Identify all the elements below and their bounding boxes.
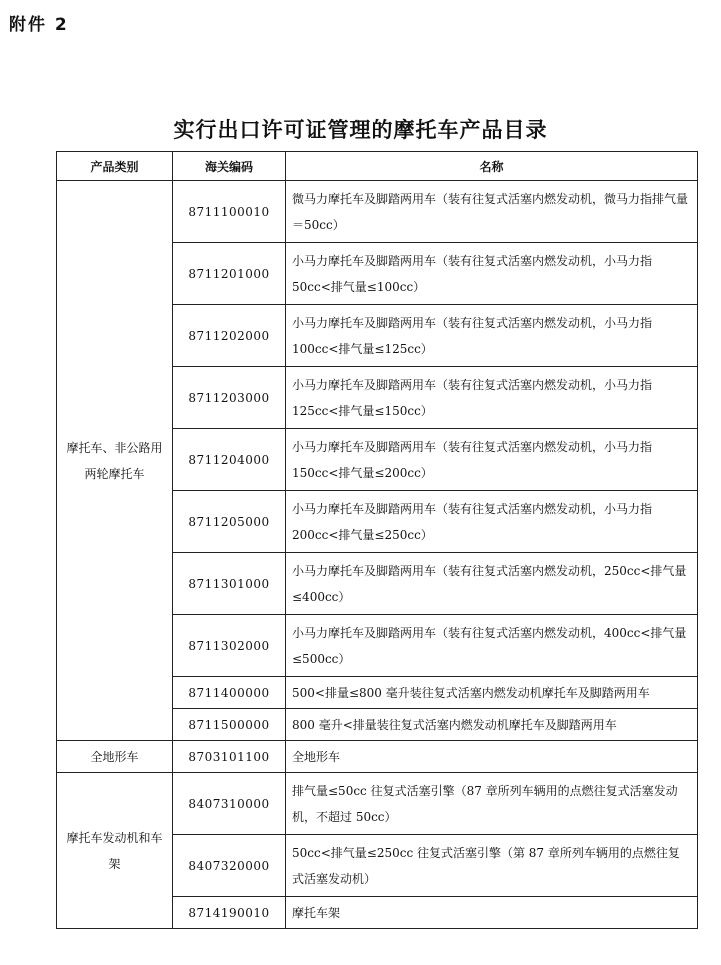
product-name-cell: 小马力摩托车及脚踏两用车（装有往复式活塞内燃发动机，小马力指 50cc<排气量≤100cc） bbox=[286, 243, 698, 305]
product-name-cell: 小马力摩托车及脚踏两用车（装有往复式活塞内燃发动机，小马力指 200cc<排气量≤250cc） bbox=[286, 491, 698, 553]
product-name-cell: 排气量≤50cc 往复式活塞引擎（87 章所列车辆用的点燃往复式活塞发动机，不超过 50cc） bbox=[286, 773, 698, 835]
hs-code-cell: 8711100010 bbox=[173, 181, 286, 243]
table-header-row bbox=[57, 152, 698, 181]
document-title: 实行出口许可证管理的摩托车产品目录 bbox=[173, 118, 548, 142]
hs-code-cell: 8703101100 bbox=[173, 741, 286, 773]
hs-code-cell: 8711500000 bbox=[173, 709, 286, 741]
hs-code-cell: 8711203000 bbox=[173, 367, 286, 429]
hs-code-cell: 8407310000 bbox=[173, 773, 286, 835]
hs-code-cell: 8714190010 bbox=[173, 897, 286, 929]
hs-code-cell: 8711201000 bbox=[173, 243, 286, 305]
column-header-name: 名称 bbox=[286, 152, 698, 181]
product-name-cell: 小马力摩托车及脚踏两用车（装有往复式活塞内燃发动机，小马力指 150cc<排气量≤200cc） bbox=[286, 429, 698, 491]
product-name-cell: 800 毫升<排量装往复式活塞内燃发动机摩托车及脚踏两用车 bbox=[286, 709, 698, 741]
hs-code-cell: 8407320000 bbox=[173, 835, 286, 897]
product-name-cell: 微马力摩托车及脚踏两用车（装有往复式活塞内燃发动机，微马力指排气量＝50cc） bbox=[286, 181, 698, 243]
product-name-cell: 小马力摩托车及脚踏两用车（装有往复式活塞内燃发动机，小马力指 100cc<排气量≤125cc） bbox=[286, 305, 698, 367]
column-header-category: 产品类别 bbox=[57, 152, 173, 181]
hs-code-cell: 8711302000 bbox=[173, 615, 286, 677]
hs-code-cell: 8711301000 bbox=[173, 553, 286, 615]
product-name-cell: 小马力摩托车及脚踏两用车（装有往复式活塞内燃发动机，400cc<排气量≤500cc） bbox=[286, 615, 698, 677]
hs-code-cell: 8711204000 bbox=[173, 429, 286, 491]
hs-code-cell: 8711205000 bbox=[173, 491, 286, 553]
category-cell-atv: 全地形车 bbox=[57, 741, 173, 773]
product-name-cell: 50cc<排气量≤250cc 往复式活塞引擎（第 87 章所列车辆用的点燃往复式活塞发动机） bbox=[286, 835, 698, 897]
product-catalog-table bbox=[56, 151, 698, 929]
product-name-cell: 500<排量≤800 毫升装往复式活塞内燃发动机摩托车及脚踏两用车 bbox=[286, 677, 698, 709]
hs-code-cell: 8711400000 bbox=[173, 677, 286, 709]
table-row bbox=[57, 741, 698, 773]
category-cell-engines-frames: 摩托车发动机和车架 bbox=[57, 773, 173, 929]
table-row bbox=[57, 181, 698, 243]
product-name-cell: 摩托车架 bbox=[286, 897, 698, 929]
column-header-code: 海关编码 bbox=[173, 152, 286, 181]
table-row bbox=[57, 773, 698, 835]
category-cell-motorcycles: 摩托车、非公路用两轮摩托车 bbox=[57, 181, 173, 741]
attachment-label: 附件 2 bbox=[9, 15, 69, 35]
product-name-cell: 全地形车 bbox=[286, 741, 698, 773]
hs-code-cell: 8711202000 bbox=[173, 305, 286, 367]
product-name-cell: 小马力摩托车及脚踏两用车（装有往复式活塞内燃发动机，250cc<排气量≤400cc） bbox=[286, 553, 698, 615]
product-name-cell: 小马力摩托车及脚踏两用车（装有往复式活塞内燃发动机，小马力指 125cc<排气量≤150cc） bbox=[286, 367, 698, 429]
